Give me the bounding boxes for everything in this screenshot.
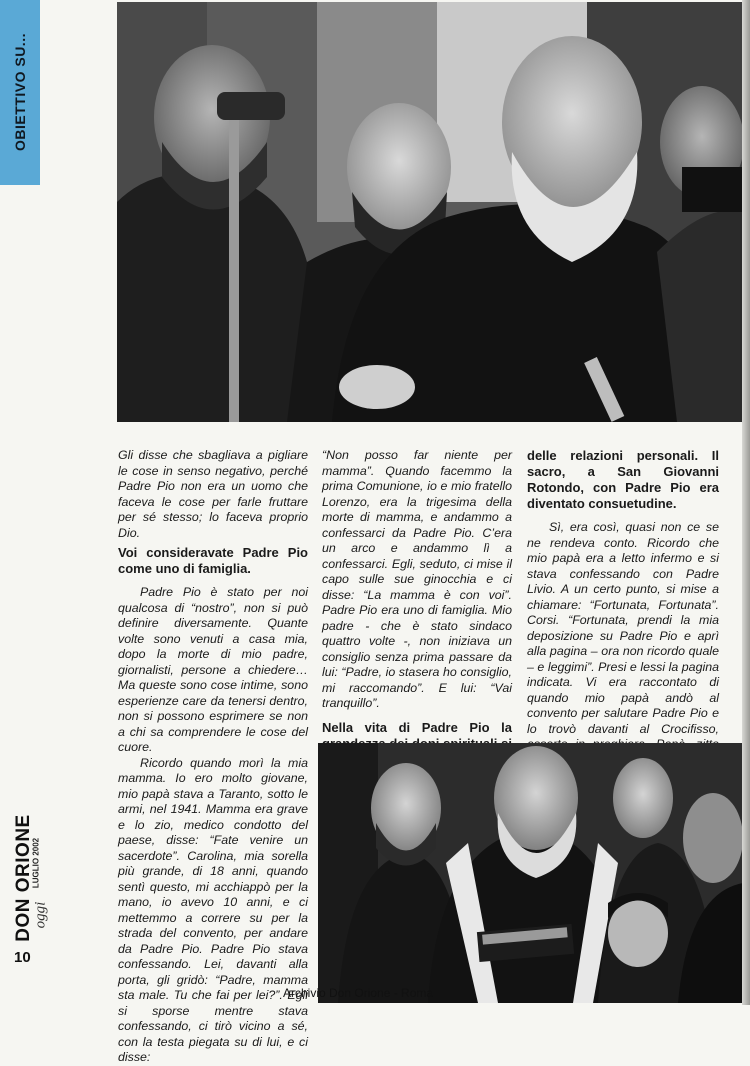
interview-question: Voi consideravate Padre Pio come uno di famiglia.: [118, 545, 308, 576]
interview-question-continued: delle relazioni personali. Il sacro, a San Giovanni Rotondo, con Padre Pio era diventato consuetudine.: [527, 448, 719, 511]
article-paragraph: Ricordo quando morì la mia mamma. Io ero molto giovane, mio papà stava a Taranto, sotto le armi, nel 1941. Mamma era grave e lo zio, medico condotto del paese, disse: “Fate venire un sacerdote”. Carolina, mia sorella più grande, di 18 anni, quando sentì questo, mi acchiappò per la mano, io avevo 10 anni, e ci mettemmo a correre su per la strada del convento, per andare da Padre Pio. Padre Pio stava confessando. Lei, davanti alla porta, gli gridò: “Padre, mamma sta male. Tu che fai per lei?”. Egli si sporse mentre stava confessando, ci tirò vicino a sé, con la testa piegata su di lui, e ci disse:: [118, 755, 308, 1064]
issue-date: LUGLIO 2002: [31, 837, 41, 889]
article-paragraph: Gli disse che sbagliava a pigliare le cose in senso negativo, perché Padre Pio non era un uomo che faceva le cose per farle fruttare per sé stesso; lo faceva proprio Dio.: [118, 448, 308, 540]
top-photo: [117, 2, 743, 422]
bottom-photo: [318, 743, 743, 1003]
article-column-1: [118, 448, 308, 1066]
magazine-subtitle: oggi: [32, 901, 49, 929]
section-tab: [0, 0, 40, 185]
article-column-2: [322, 448, 512, 792]
page-edge-shadow: [742, 0, 750, 1005]
bottom-photo-image: [318, 743, 743, 1003]
article-column-3: [527, 448, 719, 768]
interview-question: Nella vita di Padre Pio la: [322, 719, 512, 735]
magazine-brand: DON ORIONE: [13, 814, 34, 942]
top-photo-image: [117, 2, 743, 422]
page-number: 10: [14, 949, 31, 966]
article-paragraph: Sì, era così, quasi non ce se ne rendeva conto. Ricordo che mio papà era a letto infermo e si stava confessando con Padre Livio. A un certo punto, si mise a chiamare: “Fortunata, Fortunata”. Corsi. “Fortunata, prendi la mia deposizione su Padre Pio e aprì alla pagina – ora non ricordo quale – e leggimi”. Presi e lessi la pagina indicata. Vi era raccontato di quando mio papà andò al convento per salutare Padre Pio e lo trovò davanti al Crocifisso,: [527, 520, 719, 736]
article-paragraph: “Non posso far niente per mamma”. Quando facemmo la prima Comunione, io e mio fratello Lorenzo, era la trigesima della morte di mamma, e andammo a confessarci da Padre Pio. C’era un arco e andammo lì a confessarci. Egli, seduto, ci mise il capo sulle sue ginocchia e ci disse: “La mamma è con voi”. Padre Pio era uno di famiglia. Mio padre - che è stato sindaco quattro volte -, non iniziava un consiglio senza prima passare da lui: “Padre, io stasera ho consiglio, mi raccomando”. E lui: “Vai tranquillo”.: [322, 448, 512, 710]
archive-credit: Archivio Don Orione - Roma: [283, 986, 434, 1000]
section-tab-label: OBIETTIVO SU...: [12, 33, 28, 151]
article-paragraph: Padre Pio è stato per noi qualcosa di “nostro”, non si può definire diversamente. Quante volte sono venuti a casa mia, dopo la morte di mio padre, giornalisti, persone a chiedere… Ma queste sono cose intime, sono esperienze care da tenersi dentro, non si possono esprimere se non a chi sa comprendere le cose del cuore.: [118, 585, 308, 754]
